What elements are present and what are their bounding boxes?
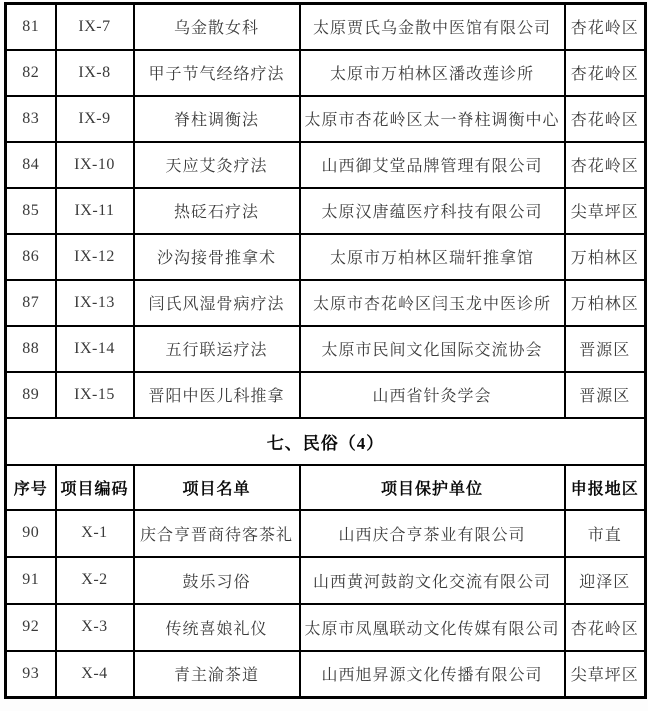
cell-protection-unit: 太原市杏花岭区太一脊柱调衡中心 (300, 96, 565, 142)
cell-region: 迎泽区 (565, 557, 646, 604)
cell-code: IX-11 (56, 188, 134, 234)
heritage-table (4, 2, 647, 699)
cell-protection-unit: 山西黄河鼓韵文化交流有限公司 (300, 557, 565, 604)
table-header-row (6, 465, 646, 510)
table-row (6, 4, 646, 50)
cell-serial: 82 (6, 50, 56, 96)
cell-protection-unit: 太原市民间文化国际交流协会 (300, 326, 565, 372)
cell-project-name: 乌金散女科 (134, 4, 300, 50)
cell-code: X-2 (56, 557, 134, 604)
cell-protection-unit: 山西省针灸学会 (300, 372, 565, 418)
cell-region: 万柏林区 (565, 234, 646, 280)
table-row (6, 557, 646, 604)
cell-serial: 87 (6, 280, 56, 326)
cell-project-name: 青主渝茶道 (134, 651, 300, 698)
cell-region: 杏花岭区 (565, 142, 646, 188)
section-banner: 七、民俗（4） (6, 418, 646, 465)
cell-protection-unit: 山西庆合亨茶业有限公司 (300, 510, 565, 557)
cell-code: IX-8 (56, 50, 134, 96)
table-row (6, 280, 646, 326)
table-row (6, 234, 646, 280)
col-header-region: 申报地区 (565, 465, 646, 510)
cell-code: X-1 (56, 510, 134, 557)
cell-project-name: 传统喜娘礼仪 (134, 604, 300, 651)
cell-code: IX-14 (56, 326, 134, 372)
cell-serial: 86 (6, 234, 56, 280)
cell-code: IX-12 (56, 234, 134, 280)
cell-code: IX-9 (56, 96, 134, 142)
cell-project-name: 庆合亨晋商待客茶礼 (134, 510, 300, 557)
table-row (6, 326, 646, 372)
cell-code: X-3 (56, 604, 134, 651)
cell-region: 杏花岭区 (565, 96, 646, 142)
cell-serial: 92 (6, 604, 56, 651)
table-row (6, 96, 646, 142)
cell-project-name: 甲子节气经络疗法 (134, 50, 300, 96)
col-header-serial: 序号 (6, 465, 56, 510)
cell-serial: 93 (6, 651, 56, 698)
cell-code: IX-10 (56, 142, 134, 188)
cell-region: 尖草坪区 (565, 651, 646, 698)
cell-code: IX-7 (56, 4, 134, 50)
cell-project-name: 热砭石疗法 (134, 188, 300, 234)
cell-region: 尖草坪区 (565, 188, 646, 234)
cell-protection-unit: 山西旭昇源文化传播有限公司 (300, 651, 565, 698)
cell-serial: 91 (6, 557, 56, 604)
cell-serial: 83 (6, 96, 56, 142)
cell-project-name: 闫氏风湿骨病疗法 (134, 280, 300, 326)
cell-code: IX-13 (56, 280, 134, 326)
table-row (6, 651, 646, 698)
table-row (6, 50, 646, 96)
cell-project-name: 鼓乐习俗 (134, 557, 300, 604)
cell-region: 杏花岭区 (565, 50, 646, 96)
cell-project-name: 沙沟接骨推拿术 (134, 234, 300, 280)
cell-protection-unit: 太原市万柏林区瑞轩推拿馆 (300, 234, 565, 280)
cell-protection-unit: 太原汉唐蕴医疗科技有限公司 (300, 188, 565, 234)
table-row (6, 372, 646, 418)
cell-project-name: 脊柱调衡法 (134, 96, 300, 142)
cell-serial: 81 (6, 4, 56, 50)
cell-serial: 85 (6, 188, 56, 234)
col-header-code: 项目编码 (56, 465, 134, 510)
cell-serial: 88 (6, 326, 56, 372)
cell-code: IX-15 (56, 372, 134, 418)
cell-protection-unit: 太原市凤凰联动文化传媒有限公司 (300, 604, 565, 651)
cell-region: 晋源区 (565, 372, 646, 418)
cell-serial: 89 (6, 372, 56, 418)
cell-serial: 90 (6, 510, 56, 557)
cell-project-name: 天应艾灸疗法 (134, 142, 300, 188)
cell-region: 万柏林区 (565, 280, 646, 326)
cell-region: 晋源区 (565, 326, 646, 372)
cell-project-name: 五行联运疗法 (134, 326, 300, 372)
cell-protection-unit: 太原贾氏乌金散中医馆有限公司 (300, 4, 565, 50)
col-header-protection-unit: 项目保护单位 (300, 465, 565, 510)
cell-protection-unit: 山西御艾堂品牌管理有限公司 (300, 142, 565, 188)
cell-region: 杏花岭区 (565, 604, 646, 651)
cell-serial: 84 (6, 142, 56, 188)
cell-region: 杏花岭区 (565, 4, 646, 50)
cell-protection-unit: 太原市万柏林区潘改莲诊所 (300, 50, 565, 96)
cell-protection-unit: 太原市杏花岭区闫玉龙中医诊所 (300, 280, 565, 326)
table-row (6, 142, 646, 188)
table-row (6, 188, 646, 234)
cell-project-name: 晋阳中医儿科推拿 (134, 372, 300, 418)
cell-region: 市直 (565, 510, 646, 557)
col-header-project-name: 项目名单 (134, 465, 300, 510)
cell-code: X-4 (56, 651, 134, 698)
table-row (6, 510, 646, 557)
section-banner-row (6, 418, 646, 465)
table-row (6, 604, 646, 651)
